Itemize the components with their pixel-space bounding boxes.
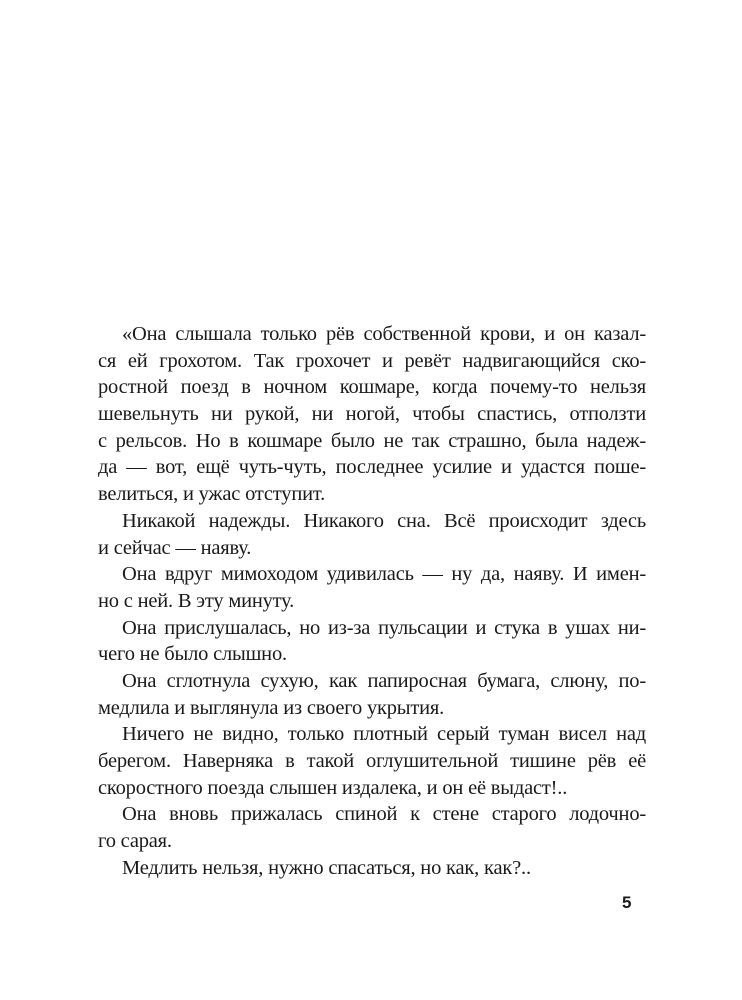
text-line: и сейчас — наяву. [98, 536, 252, 559]
paragraph [98, 855, 646, 882]
text-line: Медлить нельзя, нужно спасаться, но как, как?.. [122, 856, 531, 879]
page-number: 5 [622, 893, 632, 912]
paragraph [98, 721, 646, 801]
text-line: Она сглотнула сухую, как папиросная бумага, слюну, по- [122, 669, 646, 692]
text-line: Она вновь прижалась спиной к стене старого лодочно- [122, 803, 646, 826]
paragraph [98, 321, 646, 508]
text-line: медлила и выглянула из своего укрытия. [98, 696, 445, 719]
text-line: го сарая. [98, 830, 172, 853]
text-line: велиться, и ужас отступит. [98, 483, 326, 506]
text-line: Ничего не видно, только плотный серый туман висел над [122, 723, 646, 746]
text-line: с рельсов. Но в кошмаре было не так страшно, была надеж- [98, 429, 646, 452]
text-line: но с ней. В эту минуту. [98, 589, 295, 612]
text-line: шевельнуть ни рукой, ни ногой, чтобы спастись, отползти [98, 403, 646, 426]
text-line: Никакой надежды. Никакого сна. Всё происходит здесь [122, 509, 646, 532]
paragraph [98, 508, 646, 561]
text-line: скоростного поезда слышен издалека, и он её выдаст!.. [98, 776, 568, 799]
paragraph [98, 801, 646, 854]
text-line: чего не было слышно. [98, 643, 287, 666]
paragraph [98, 615, 646, 668]
text-line: «Она слышала только рёв собственной крови, и он казал- [122, 323, 646, 345]
text-line: Она прислушалась, но из-за пульсации и стука в ушах ни- [122, 616, 646, 639]
paragraph [98, 561, 646, 614]
text-line: берегом. Наверняка в такой оглушительной тишине рёв её [98, 750, 646, 772]
text-line: Она вдруг мимоходом удивилась — ну да, наяву. И имен- [122, 563, 646, 586]
text-line: ся ей грохотом. Так грохочет и ревёт надвигающийся ско- [98, 349, 646, 372]
paragraph [98, 668, 646, 721]
text-line: да — вот, ещё чуть-чуть, последнее усилие и удастся поше- [98, 456, 646, 479]
text-line: ростной поезд в ночном кошмаре, когда почему-то нельзя [98, 376, 646, 399]
body-text [98, 321, 646, 881]
